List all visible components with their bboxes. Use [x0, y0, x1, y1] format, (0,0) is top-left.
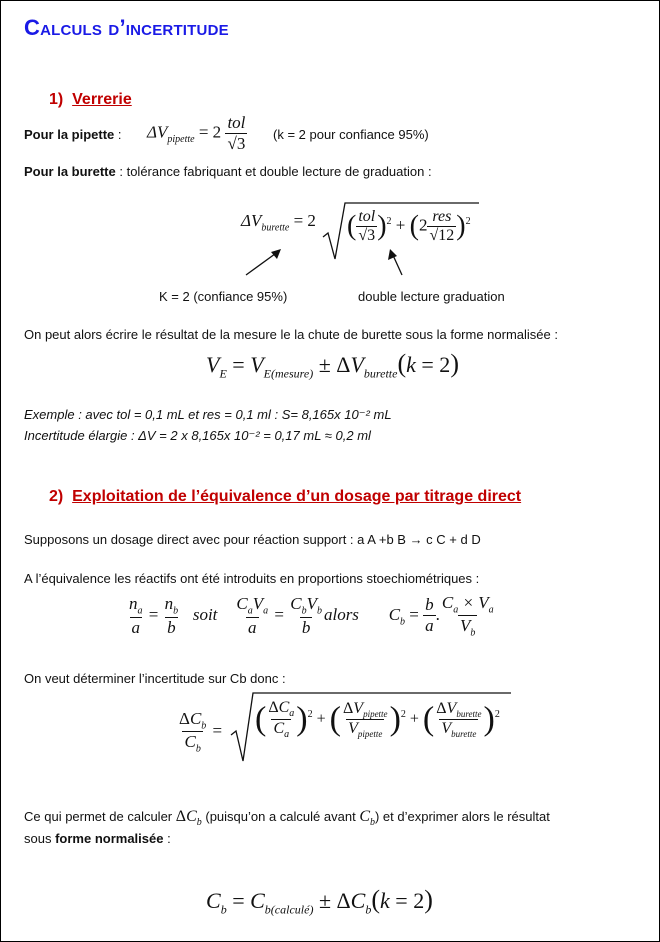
forme-colon: : — [163, 831, 171, 846]
forme-line — [24, 831, 171, 846]
section2-heading-number: 2) — [49, 488, 64, 505]
determine-uncertainty-line: On veut déterminer l’incertitude sur Cb donc : — [24, 671, 286, 686]
pipette-label: Pour la pipette — [24, 127, 115, 142]
burette-description: : tolérance fabriquant et double lecture de graduation : — [115, 164, 432, 179]
double-reading-annotation: double lecture graduation — [358, 289, 505, 304]
permet-text-1: Ce qui permet de calculer — [24, 809, 173, 824]
forme-normalisee-text: forme normalisée — [55, 831, 164, 846]
pipette-line — [24, 127, 122, 142]
normalized-result-intro: On peut alors écrire le résultat de la mesure le la chute de burette sous la forme normalisée : — [24, 327, 558, 342]
permet-text-3: ) et d’exprimer alors le résultat — [374, 809, 550, 824]
reaction-line: Supposons un dosage direct avec pour réaction support : a A +b B → c C + d D — [24, 532, 481, 547]
pipette-formula: $\Delta V_{pipette} = 2$ $\frac{\text{tol}}{√3}$ — [147, 113, 246, 153]
pipette-colon: : — [114, 127, 122, 142]
section1-heading-text: Verrerie — [72, 91, 132, 108]
cb-formula: $C_b = C_{b(calculé)} \pm \Delta C_b(k = 2)$ — [206, 885, 433, 917]
relative-uncertainty-rhs: ( $\frac{\Delta C_a}{C_a}$ )$^2$ + ( $\frac{\Delta V_{pipette}}{V_{pipette}}$ )$^2$ + ( $\frac{\Delta V_{burette}}{V_{burette}}$ )$^2$ — [255, 699, 500, 741]
section1-heading-number: 1) — [49, 91, 64, 108]
burette-label: Pour la burette — [24, 164, 116, 179]
relative-uncertainty-lhs: $\frac{\Delta C_b}{C_b}$ = — [179, 709, 223, 755]
section2-heading-text: Exploitation de l’équivalence d’un dosage par titrage direct — [72, 488, 522, 505]
k-annotation: K = 2 (confiance 95%) — [159, 289, 288, 304]
section2-heading — [49, 488, 521, 506]
page-title: Calculs d’incertitude — [24, 15, 229, 40]
word-alors: alors — [323, 604, 359, 624]
double-reading-arrow — [386, 249, 416, 279]
permet-text-2: (puisqu’on a calculé avant — [205, 809, 356, 824]
pipette-confidence-note: (k = 2 pour confiance 95%) — [273, 127, 429, 142]
example-line: Exemple : avec tol = 0,1 mL et res = 0,1 ml : S= 8,165x 10⁻² mL — [24, 407, 392, 422]
burette-line — [24, 164, 432, 179]
k-annotation-arrow — [241, 249, 301, 279]
burette-formula: $\Delta V_{burette} = 2$ — [241, 211, 316, 234]
burette-formula-inner: ( $\frac{\text{tol}}{√3}$ )$^2$ + (2 $\frac{\text{res}}{√12}$ )$^2$ — [347, 208, 471, 244]
sous-text: sous — [24, 831, 52, 846]
word-soit: soit — [192, 604, 218, 624]
equivalence-formula: $\frac{n_a}{a}$ = $\frac{n_b}{b}$ soit $\frac{C_aV_a}{a}$ = $\frac{C_bV_b}{b}$ alors $C_b$ = $\frac{b}{a}$ . $\frac{C_a \times V_a}{V_b}$ — [129, 593, 494, 639]
permet-line: Ce qui permet de calculer $\Delta C_b$ (puisqu’on a calculé avant $C_b$) et d’exprimer alors le résultat — [24, 808, 550, 829]
section1-heading — [49, 91, 132, 109]
expanded-uncertainty-line: Incertitude élargie : ΔV = 2 x 8,165x 10⁻² = 0,17 mL ≈ 0,2 ml — [24, 428, 371, 443]
ve-formula: $V_E = V_{E(mesure)} \pm \Delta V_{burette}(k = 2)$ — [206, 349, 459, 381]
equivalence-intro: A l’équivalence les réactifs ont été introduits en proportions stoechiométriques : — [24, 571, 480, 586]
